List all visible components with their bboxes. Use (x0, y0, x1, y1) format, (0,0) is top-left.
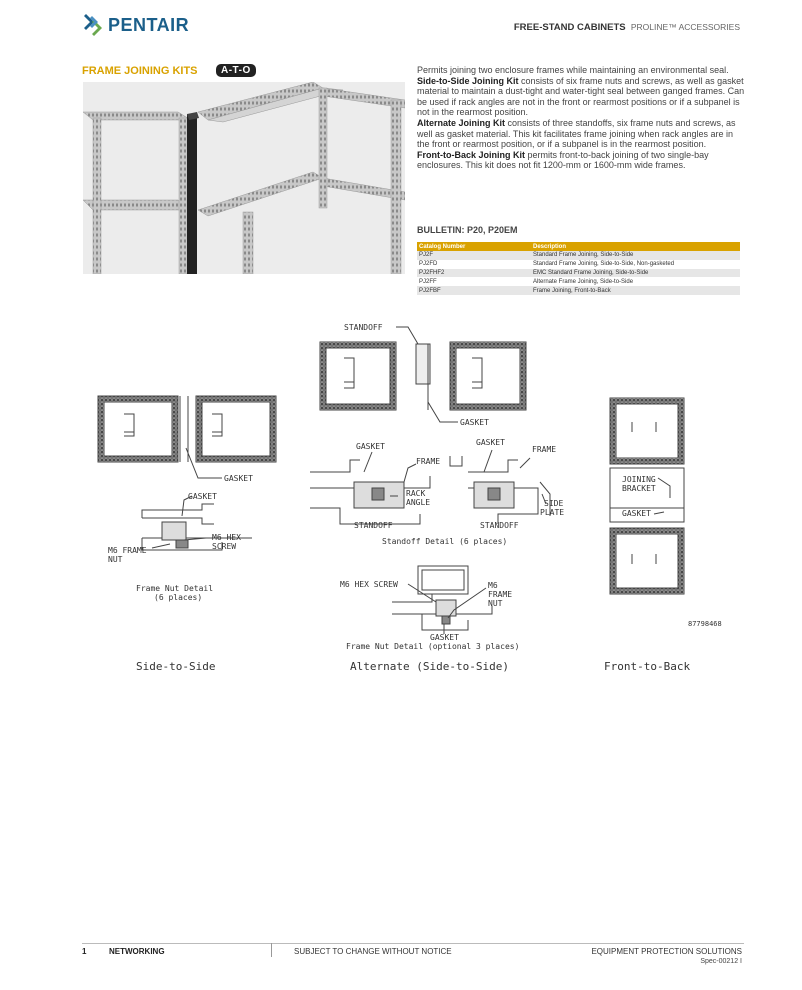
side-to-side-plan (98, 396, 276, 478)
bulletin: BULLETIN: P20, P20EM (417, 225, 518, 235)
m6-hex-label-2: SCREW (212, 542, 237, 551)
gasket-label-g: GASKET (622, 509, 651, 518)
m6-hex-label-1: M6 HEX (212, 533, 241, 542)
caption-alternate: Alternate (Side-to-Side) (350, 660, 509, 673)
pentair-logo (84, 14, 189, 36)
caption-front-to-back: Front-to-Back (604, 660, 691, 673)
catalog-number: PJ2FF (419, 278, 437, 285)
catalog-table (417, 242, 740, 295)
description-item-alternate: Alternate Joining Kit consists of three standoffs, six frame nuts and screws, as well as gasket material. This kit facilitates frame joining when rack angles are in the front or rearmost position, or if a subpanel is in the rearmost position. (417, 117, 736, 150)
gasket-label-e: GASKET (476, 438, 505, 447)
catalog-number: PJ2FHF2 (417, 269, 531, 278)
description-intro: Permits joining two enclosure frames while maintaining an environmental seal. (417, 65, 729, 75)
column-header-catalog-number: Catalog Number (417, 242, 531, 251)
nut-word-label: NUT (488, 599, 503, 608)
frame-nut-detail-label-2: (6 places) (154, 593, 203, 602)
frame-nut-detail-optional-label: Frame Nut Detail (optional 3 places) (346, 642, 520, 651)
gasket-label-a: GASKET (224, 474, 253, 483)
rack-angle-label-2: ANGLE (406, 498, 431, 507)
frame-label-a: FRAME (416, 457, 441, 466)
frame-label-b: FRAME (532, 445, 557, 454)
technical-drawings (92, 318, 752, 678)
page-header (514, 22, 740, 33)
table-header-row (417, 242, 740, 251)
gasket-label-c: GASKET (460, 418, 489, 427)
section-title: FRAME JOINING KITS (82, 65, 198, 77)
header-subcategory: PROLINE™ ACCESSORIES (630, 22, 740, 32)
description (417, 65, 745, 171)
table-row (417, 286, 740, 295)
m6-hex-screw-label: M6 HEX SCREW (340, 580, 398, 589)
m6-frame-nut-label-2: NUT (108, 555, 123, 564)
table-row (417, 260, 740, 269)
frame-word-label: FRAME (488, 590, 513, 599)
page-number: 1 (82, 947, 87, 956)
footer-section: NETWORKING (109, 947, 165, 956)
catalog-number: PJ2F (417, 251, 531, 260)
part-number: 87798468 (688, 620, 722, 628)
footer-spec: Spec-00212 I (700, 958, 742, 965)
header-category: FREE-STAND CABINETS (513, 22, 626, 33)
catalog-description: EMC Standard Frame Joining, Side-to-Side (531, 269, 740, 278)
front-to-back-elevation (610, 398, 684, 594)
alternate-plan (320, 327, 526, 422)
catalog-description: Frame Joining, Front-to-Back (531, 286, 740, 295)
standoff-label-a: STANDOFF (344, 323, 383, 332)
m6-frame-nut-label-1: M6 FRAME (108, 546, 147, 555)
frame-nut-detail-label-1: Frame Nut Detail (136, 584, 214, 593)
standoff-label-b: STANDOFF (354, 521, 393, 530)
pentair-logo-icon (84, 14, 104, 36)
footer-notice: SUBJECT TO CHANGE WITHOUT NOTICE (294, 947, 452, 956)
side-plate-label-2: PLATE (540, 508, 565, 517)
footer-company: EQUIPMENT PROTECTION SOLUTIONS (591, 947, 742, 956)
table-row (417, 251, 740, 260)
joining-bracket-label-2: BRACKET (622, 484, 656, 493)
table-row (417, 277, 740, 286)
catalog-number: PJ2FBF (417, 286, 531, 295)
gasket-label-b: GASKET (188, 492, 217, 501)
table-row (417, 269, 740, 278)
footer-separator (271, 943, 272, 957)
footer-divider (82, 943, 744, 944)
frame-nut-detail-alternate (392, 566, 492, 634)
brand-name: PENTAIR (108, 14, 190, 35)
catalog-description: Standard Frame Joining, Side-to-Side, Non-gasketed (533, 261, 675, 268)
gasket-label-f: GASKET (430, 633, 459, 642)
catalog-description: Standard Frame Joining, Side-to-Side (531, 251, 740, 260)
gasket-label-d: GASKET (356, 442, 385, 451)
standoff-detail-label: Standoff Detail (6 places) (382, 537, 508, 546)
m6-label: M6 (488, 581, 498, 590)
rack-angle-label-1: RACK (406, 489, 426, 498)
caption-side-to-side: Side-to-Side (136, 660, 216, 673)
joining-bracket-label-1: JOINING (622, 475, 656, 484)
frame-joining-photo (83, 82, 405, 274)
description-item-side-to-side: Side-to-Side Joining Kit consists of six frame nuts and screws, as well as gasket material to maintain a dust-tight and water-tight seal between ganged frames. Can be used if rack angles are not in the front or rearmost positions or if a subpanel is not in the rearmost position. (417, 75, 745, 118)
side-plate-label-1: SIDE (544, 499, 564, 508)
description-item-front-to-back: Front-to-Back Joining Kit permits front-to-back joining of two single-bay enclosures. This kit does not fit 1200-mm or 1600-mm wide frames. (417, 149, 709, 171)
catalog-description: Alternate Frame Joining, Side-to-Side (533, 278, 634, 285)
standoff-label-c: STANDOFF (480, 521, 519, 530)
catalog-number: PJ2FD (419, 261, 438, 268)
ato-badge: A-T-O (216, 64, 256, 77)
column-header-description: Description (531, 242, 740, 251)
